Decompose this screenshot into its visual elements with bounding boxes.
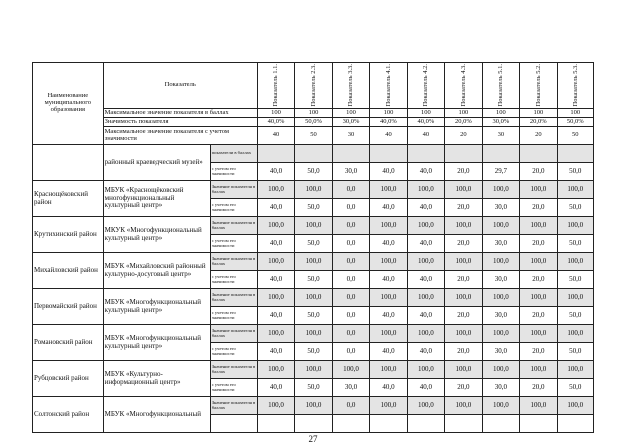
score-cell: 100,0 xyxy=(445,325,482,343)
weighted-score-cell: 40,0 xyxy=(257,199,294,217)
weighted-score-cell xyxy=(557,415,593,433)
score-cell: 100,0 xyxy=(257,325,294,343)
weight-label: Значимость показателя xyxy=(103,118,257,127)
score-cell: 100,0 xyxy=(557,397,593,415)
weight-row xyxy=(33,118,594,127)
row-weighted-label: с учетом его значимости xyxy=(210,199,257,217)
indicator-table xyxy=(32,62,594,433)
weighted-score-cell: 20,0 xyxy=(520,163,557,181)
score-cell: 100,0 xyxy=(407,397,444,415)
score-cell: 100,0 xyxy=(257,397,294,415)
weighted-score-cell xyxy=(445,415,482,433)
weighted-score-cell: 50,0 xyxy=(295,163,332,181)
page-number: 27 xyxy=(308,434,318,444)
weighted-score-cell: 20,0 xyxy=(520,343,557,361)
weighted-score-cell: 20,0 xyxy=(520,271,557,289)
region-name xyxy=(33,145,104,181)
row-score-label: Значение показателя в баллах xyxy=(210,289,257,307)
row-weighted-label: с учетом его значимости xyxy=(210,307,257,325)
weighted-max-cell: 40 xyxy=(257,127,294,145)
score-cell: 100,0 xyxy=(445,217,482,235)
weighted-score-cell: 40,0 xyxy=(257,379,294,397)
score-cell: 100,0 xyxy=(370,217,407,235)
row-weighted-label: с учетом его значимости xyxy=(210,235,257,253)
score-cell: 100,0 xyxy=(257,253,294,271)
weighted-max-cell: 30 xyxy=(482,127,519,145)
weighted-score-cell xyxy=(520,415,557,433)
weighted-score-cell: 20,0 xyxy=(445,379,482,397)
score-cell xyxy=(520,145,557,163)
weight-cell: 50,0% xyxy=(557,118,593,127)
score-cell: 0,0 xyxy=(332,181,369,199)
score-cell: 100,0 xyxy=(482,397,519,415)
region-name: Солтонский район xyxy=(33,397,104,433)
weighted-score-cell: 20,0 xyxy=(445,199,482,217)
score-cell: 100,0 xyxy=(257,217,294,235)
weighted-score-cell: 20,0 xyxy=(445,271,482,289)
weighted-max-cell: 20 xyxy=(520,127,557,145)
table-row xyxy=(33,361,594,379)
score-cell: 100,0 xyxy=(520,289,557,307)
score-cell: 100,0 xyxy=(257,361,294,379)
score-cell: 100,0 xyxy=(445,253,482,271)
score-cell: 100,0 xyxy=(482,253,519,271)
score-cell: 100,0 xyxy=(482,361,519,379)
weighted-score-cell: 20,0 xyxy=(445,343,482,361)
score-cell: 100,0 xyxy=(557,289,593,307)
score-cell: 100,0 xyxy=(295,361,332,379)
score-cell: 100,0 xyxy=(445,397,482,415)
weighted-score-cell: 40,0 xyxy=(257,307,294,325)
weight-cell: 30,0% xyxy=(332,118,369,127)
weighted-score-cell: 40,0 xyxy=(407,199,444,217)
score-cell: 0,0 xyxy=(332,289,369,307)
weighted-score-cell: 30,0 xyxy=(482,271,519,289)
max-value-cell: 100 xyxy=(407,109,444,118)
weighted-score-cell: 50,0 xyxy=(557,271,593,289)
weighted-max-cell: 40 xyxy=(407,127,444,145)
organization-name: МБУК «Многофункциональный культурный центр» xyxy=(103,289,210,325)
score-cell: 100,0 xyxy=(295,397,332,415)
row-weighted-label: с учетом его значимости xyxy=(210,163,257,181)
max-value-cell: 100 xyxy=(557,109,593,118)
weighted-score-cell: 30,0 xyxy=(482,235,519,253)
weight-cell: 40,0% xyxy=(407,118,444,127)
weighted-score-cell: 50,0 xyxy=(295,235,332,253)
weighted-score-cell: 40,0 xyxy=(370,343,407,361)
score-cell: 100,0 xyxy=(407,253,444,271)
organization-name: МКУК «Многофункциональный культурный центр» xyxy=(103,217,210,253)
score-cell xyxy=(445,145,482,163)
max-value-cell: 100 xyxy=(295,109,332,118)
score-cell: 100,0 xyxy=(370,289,407,307)
score-cell xyxy=(407,145,444,163)
score-cell: 100,0 xyxy=(520,397,557,415)
score-cell: 100,0 xyxy=(557,325,593,343)
score-cell: 100,0 xyxy=(445,361,482,379)
weight-cell: 40,0% xyxy=(257,118,294,127)
region-column-header: Наименование муниципального образования xyxy=(33,63,104,145)
row-weighted-label: с учетом его значимости xyxy=(210,271,257,289)
score-cell: 100,0 xyxy=(370,397,407,415)
weighted-score-cell: 0,0 xyxy=(332,307,369,325)
weighted-score-cell: 20,0 xyxy=(520,199,557,217)
weighted-score-cell: 0,0 xyxy=(332,271,369,289)
weighted-score-cell: 40,0 xyxy=(370,163,407,181)
score-cell: 0,0 xyxy=(332,397,369,415)
score-cell: 100,0 xyxy=(295,253,332,271)
score-cell: 100,0 xyxy=(370,361,407,379)
score-cell: 0,0 xyxy=(332,217,369,235)
max-value-cell: 100 xyxy=(520,109,557,118)
region-name: Крутихинский район xyxy=(33,217,104,253)
weighted-score-cell xyxy=(257,415,294,433)
weighted-score-cell: 0,0 xyxy=(332,235,369,253)
table-row xyxy=(33,325,594,343)
score-cell: 0,0 xyxy=(332,253,369,271)
score-cell xyxy=(482,145,519,163)
weighted-score-cell: 30,0 xyxy=(482,307,519,325)
weighted-score-cell: 50,0 xyxy=(295,271,332,289)
organization-name: МБУК «Многофункциональный культурный центр» xyxy=(103,325,210,361)
indicator-header-5: Показатель 4.2. xyxy=(422,64,430,107)
score-cell: 100,0 xyxy=(295,325,332,343)
table-row xyxy=(33,217,594,235)
organization-name: МБУК «Михайловский районный культурно-досуговый центр» xyxy=(103,253,210,289)
score-cell xyxy=(332,145,369,163)
score-cell: 100,0 xyxy=(520,325,557,343)
row-score-label: Значение показателя в баллах xyxy=(210,253,257,271)
weighted-score-cell: 40,0 xyxy=(407,163,444,181)
row-score-label: Значение показателя в баллах xyxy=(210,325,257,343)
region-name: Михайловский район xyxy=(33,253,104,289)
weighted-score-cell: 20,0 xyxy=(520,235,557,253)
weighted-score-cell: 40,0 xyxy=(257,271,294,289)
score-cell: 100,0 xyxy=(407,361,444,379)
weighted-score-cell: 40,0 xyxy=(370,235,407,253)
max-value-cell: 100 xyxy=(482,109,519,118)
weighted-score-cell: 50,0 xyxy=(557,307,593,325)
weighted-score-cell xyxy=(295,415,332,433)
weighted-score-cell: 40,0 xyxy=(257,235,294,253)
score-cell: 100,0 xyxy=(257,181,294,199)
max-value-cell: 100 xyxy=(332,109,369,118)
score-cell: 100,0 xyxy=(520,361,557,379)
score-cell: 100,0 xyxy=(557,253,593,271)
weighted-score-cell xyxy=(482,415,519,433)
score-cell xyxy=(257,145,294,163)
weighted-score-cell: 50,0 xyxy=(557,235,593,253)
score-cell: 100,0 xyxy=(257,289,294,307)
weighted-score-cell xyxy=(370,415,407,433)
max-value-cell: 100 xyxy=(257,109,294,118)
weighted-score-cell xyxy=(407,415,444,433)
weighted-score-cell: 50,0 xyxy=(295,379,332,397)
score-cell: 100,0 xyxy=(407,217,444,235)
weighted-score-cell: 20,0 xyxy=(520,379,557,397)
table-row xyxy=(33,289,594,307)
row-weighted-label: с учетом его значимости xyxy=(210,343,257,361)
organization-name: МБУК «Многофункциональный xyxy=(103,397,210,433)
weighted-score-cell: 0,0 xyxy=(332,343,369,361)
weighted-score-cell: 40,0 xyxy=(257,343,294,361)
max-value-cell: 100 xyxy=(445,109,482,118)
score-cell: 100,0 xyxy=(482,325,519,343)
organization-name: районный краеведческий музей» xyxy=(103,145,210,181)
score-cell: 100,0 xyxy=(445,181,482,199)
indicator-header-1: Показатель 1.1. xyxy=(272,64,280,107)
indicator-header-6: Показатель 4.3. xyxy=(459,64,467,107)
row-weighted-label xyxy=(210,415,257,433)
score-cell: 100,0 xyxy=(407,325,444,343)
weighted-score-cell: 50,0 xyxy=(557,343,593,361)
weighted-score-cell: 40,0 xyxy=(407,235,444,253)
weighted-score-cell: 40,0 xyxy=(370,271,407,289)
weighted-score-cell: 50,0 xyxy=(557,199,593,217)
weighted-score-cell: 40,0 xyxy=(257,163,294,181)
indicator-header-3: Показатель 3.3. xyxy=(347,64,355,107)
weighted-score-cell: 50,0 xyxy=(557,379,593,397)
score-cell: 100,0 xyxy=(407,181,444,199)
weighted-score-cell: 30,0 xyxy=(482,379,519,397)
weighted-max-cell: 40 xyxy=(370,127,407,145)
weighted-score-cell: 20,0 xyxy=(520,307,557,325)
weighted-score-cell: 40,0 xyxy=(407,379,444,397)
region-name: Первомайский район xyxy=(33,289,104,325)
organization-name: МБУК «Культурно-информационный центр» xyxy=(103,361,210,397)
score-cell xyxy=(557,145,593,163)
score-cell: 100,0 xyxy=(557,181,593,199)
weighted-max-cell: 20 xyxy=(445,127,482,145)
score-cell: 100,0 xyxy=(332,361,369,379)
weighted-score-cell: 40,0 xyxy=(370,307,407,325)
region-name: Рубцовский район xyxy=(33,361,104,397)
row-weighted-label: с учетом его значимости xyxy=(210,379,257,397)
row-score-label: Значение показателя в баллах xyxy=(210,397,257,415)
max-value-cell: 100 xyxy=(370,109,407,118)
weighted-score-cell: 0,0 xyxy=(332,199,369,217)
weighted-max-row xyxy=(33,127,594,145)
row-score-label: показатели в баллах xyxy=(210,145,257,163)
weight-cell: 50,0% xyxy=(295,118,332,127)
weight-cell: 20,0% xyxy=(520,118,557,127)
score-cell: 100,0 xyxy=(407,289,444,307)
weighted-score-cell: 50,0 xyxy=(295,199,332,217)
weighted-score-cell: 29,7 xyxy=(482,163,519,181)
weight-cell: 20,0% xyxy=(445,118,482,127)
weight-cell: 30,0% xyxy=(482,118,519,127)
weighted-max-cell: 30 xyxy=(332,127,369,145)
indicator-header-9: Показатель 5.3. xyxy=(571,64,579,107)
max-value-label: Максимальное значение показателя в баллах xyxy=(103,109,257,118)
indicator-column-header: Показатель xyxy=(103,63,257,109)
weighted-score-cell: 20,0 xyxy=(445,307,482,325)
score-cell: 100,0 xyxy=(370,181,407,199)
organization-name: МБУК «Краснощёковский многофункциональный культурный центр» xyxy=(103,181,210,217)
row-score-label: Значение показателя в баллах xyxy=(210,217,257,235)
score-cell: 100,0 xyxy=(295,217,332,235)
score-cell: 100,0 xyxy=(295,289,332,307)
score-cell: 100,0 xyxy=(445,289,482,307)
score-cell xyxy=(370,145,407,163)
region-name: Романовский район xyxy=(33,325,104,361)
weighted-score-cell: 50,0 xyxy=(295,307,332,325)
table-row xyxy=(33,397,594,415)
score-cell: 0,0 xyxy=(332,325,369,343)
weighted-score-cell: 40,0 xyxy=(407,307,444,325)
score-cell: 100,0 xyxy=(295,181,332,199)
weighted-score-cell: 30,0 xyxy=(332,163,369,181)
indicator-header-2: Показатель 2.3. xyxy=(309,64,317,107)
weighted-score-cell: 40,0 xyxy=(370,379,407,397)
weighted-score-cell: 50,0 xyxy=(557,163,593,181)
score-cell: 100,0 xyxy=(557,361,593,379)
max-value-row xyxy=(33,109,594,118)
weighted-score-cell: 30,0 xyxy=(482,343,519,361)
score-cell: 100,0 xyxy=(370,325,407,343)
weighted-max-cell: 50 xyxy=(295,127,332,145)
score-cell: 100,0 xyxy=(520,181,557,199)
region-name: Краснощёковский район xyxy=(33,181,104,217)
indicator-header-4: Показатель 4.1. xyxy=(384,64,392,107)
weighted-score-cell: 20,0 xyxy=(445,163,482,181)
score-cell: 100,0 xyxy=(557,217,593,235)
row-score-label: Значение показателя в баллах xyxy=(210,181,257,199)
weighted-score-cell: 40,0 xyxy=(407,271,444,289)
table-row xyxy=(33,253,594,271)
score-cell: 100,0 xyxy=(482,289,519,307)
weighted-max-label: Максимальное значение показателя с учетом значимости xyxy=(103,127,257,145)
header-row xyxy=(33,63,594,109)
score-cell: 100,0 xyxy=(370,253,407,271)
score-cell: 100,0 xyxy=(520,217,557,235)
score-cell: 100,0 xyxy=(482,181,519,199)
weighted-score-cell: 30,0 xyxy=(482,199,519,217)
score-cell xyxy=(295,145,332,163)
weighted-score-cell: 30,0 xyxy=(332,379,369,397)
weighted-score-cell: 20,0 xyxy=(445,235,482,253)
table-row xyxy=(33,145,594,163)
indicator-header-8: Показатель 5.2. xyxy=(534,64,542,107)
indicator-header-7: Показатель 5.1. xyxy=(497,64,505,107)
table-row xyxy=(33,181,594,199)
weighted-score-cell: 40,0 xyxy=(370,199,407,217)
weighted-max-cell: 50 xyxy=(557,127,593,145)
weighted-score-cell: 40,0 xyxy=(407,343,444,361)
weighted-score-cell xyxy=(332,415,369,433)
weighted-score-cell: 50,0 xyxy=(295,343,332,361)
score-cell: 100,0 xyxy=(482,217,519,235)
weight-cell: 40,0% xyxy=(370,118,407,127)
score-cell: 100,0 xyxy=(520,253,557,271)
row-score-label: Значение показателя в баллах xyxy=(210,361,257,379)
